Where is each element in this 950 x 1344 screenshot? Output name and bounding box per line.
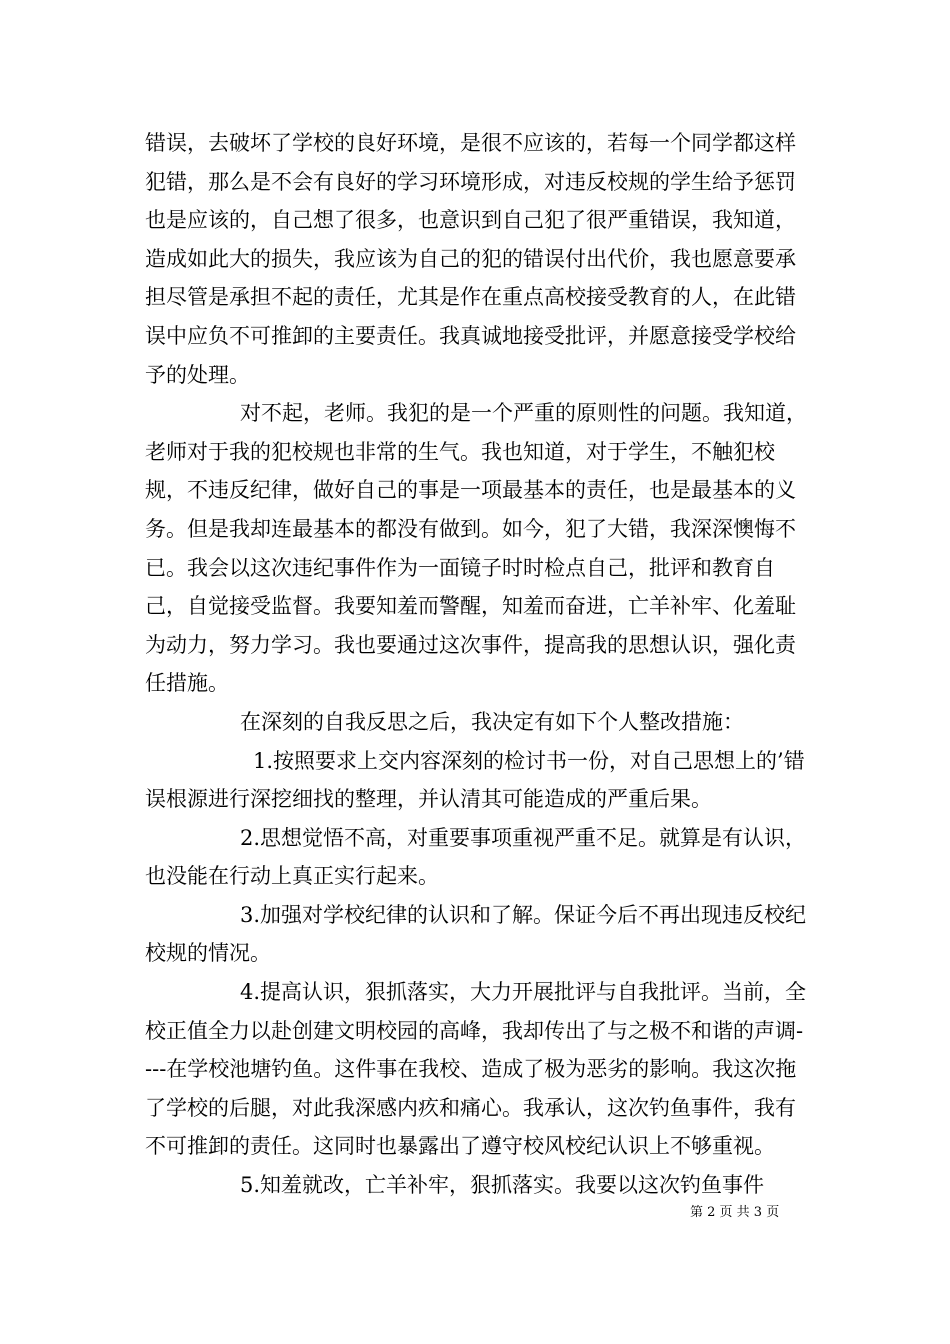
paragraph-measure-2: 2.思想觉悟不高，对重要事项重视严重不足。就算是有认识，也没能在行动上真正实行起来。 [145, 825, 807, 889]
paragraph-apology: 对不起，老师。我犯的是一个严重的原则性的问题。我知道，老师对于我的犯校规也非常的生气。我也知道，对于学生，不触犯校规，不违反纪律，做好自己的事是一项最基本的责任，也是最基本的义务。但是我却连最基本的都没有做到。如今，犯了大错，我深深懊悔不已。我会以这次违纪事件作为一面镜子时时检点自己，批评和教育自己，自觉接受监督。我要知羞而警醒，知羞而奋进，亡羊补牢、化羞耻为动力，努力学习。我也要通过这次事件，提高我的思想认识，强化责任措施。 [145, 401, 807, 696]
paragraph-continuation: 错误，去破坏了学校的良好环境，是很不应该的，若每一个同学都这样犯错，那么是不会有良好的学习环境形成，对违反校规的学生给予惩罚也是应该的，自己想了很多，也意识到自己犯了很严重错误，我知道，造成如此大的损失，我应该为自己的犯的错误付出代价，我也愿意要承担尽管是承担不起的责任，尤其是作在重点高校接受教育的人，在此错误中应负不可推卸的主要责任。我真诚地接受批评，并愿意接受学校给予的处理。 [145, 131, 796, 387]
paragraph-measure-5: 5.知羞就改，亡羊补牢，狠抓落实。我要以这次钓鱼事件 [240, 1173, 765, 1198]
page-number-footer: 第 2 页 共 3 页 [690, 1205, 780, 1220]
document-body [145, 124, 810, 1205]
paragraph-measures-intro: 在深刻的自我反思之后，我决定有如下个人整改措施： [240, 709, 744, 734]
paragraph-measure-3: 3.加强对学校纪律的认识和了解。保证今后不再出现违反校纪校规的情况。 [145, 902, 807, 966]
paragraph-measure-4: 4.提高认识，狠抓落实，大力开展批评与自我批评。当前，全校正值全力以赴创建文明校园的高峰，我却传出了与之极不和谐的声调----在学校池塘钓鱼。这件事在我校、造成了极为恶劣的影响。我这次拖了学校的后腿，对此我深感内疚和痛心。我承认，这次钓鱼事件，我有不可推卸的责任。这同时也暴露出了遵守校风校纪认识上不够重视。 [145, 980, 807, 1159]
paragraph-measure-1: 1.按照要求上交内容深刻的检讨书一份，对自己思想上的’错误根源进行深挖细找的整理，并认清其可能造成的严重后果。 [145, 748, 805, 812]
